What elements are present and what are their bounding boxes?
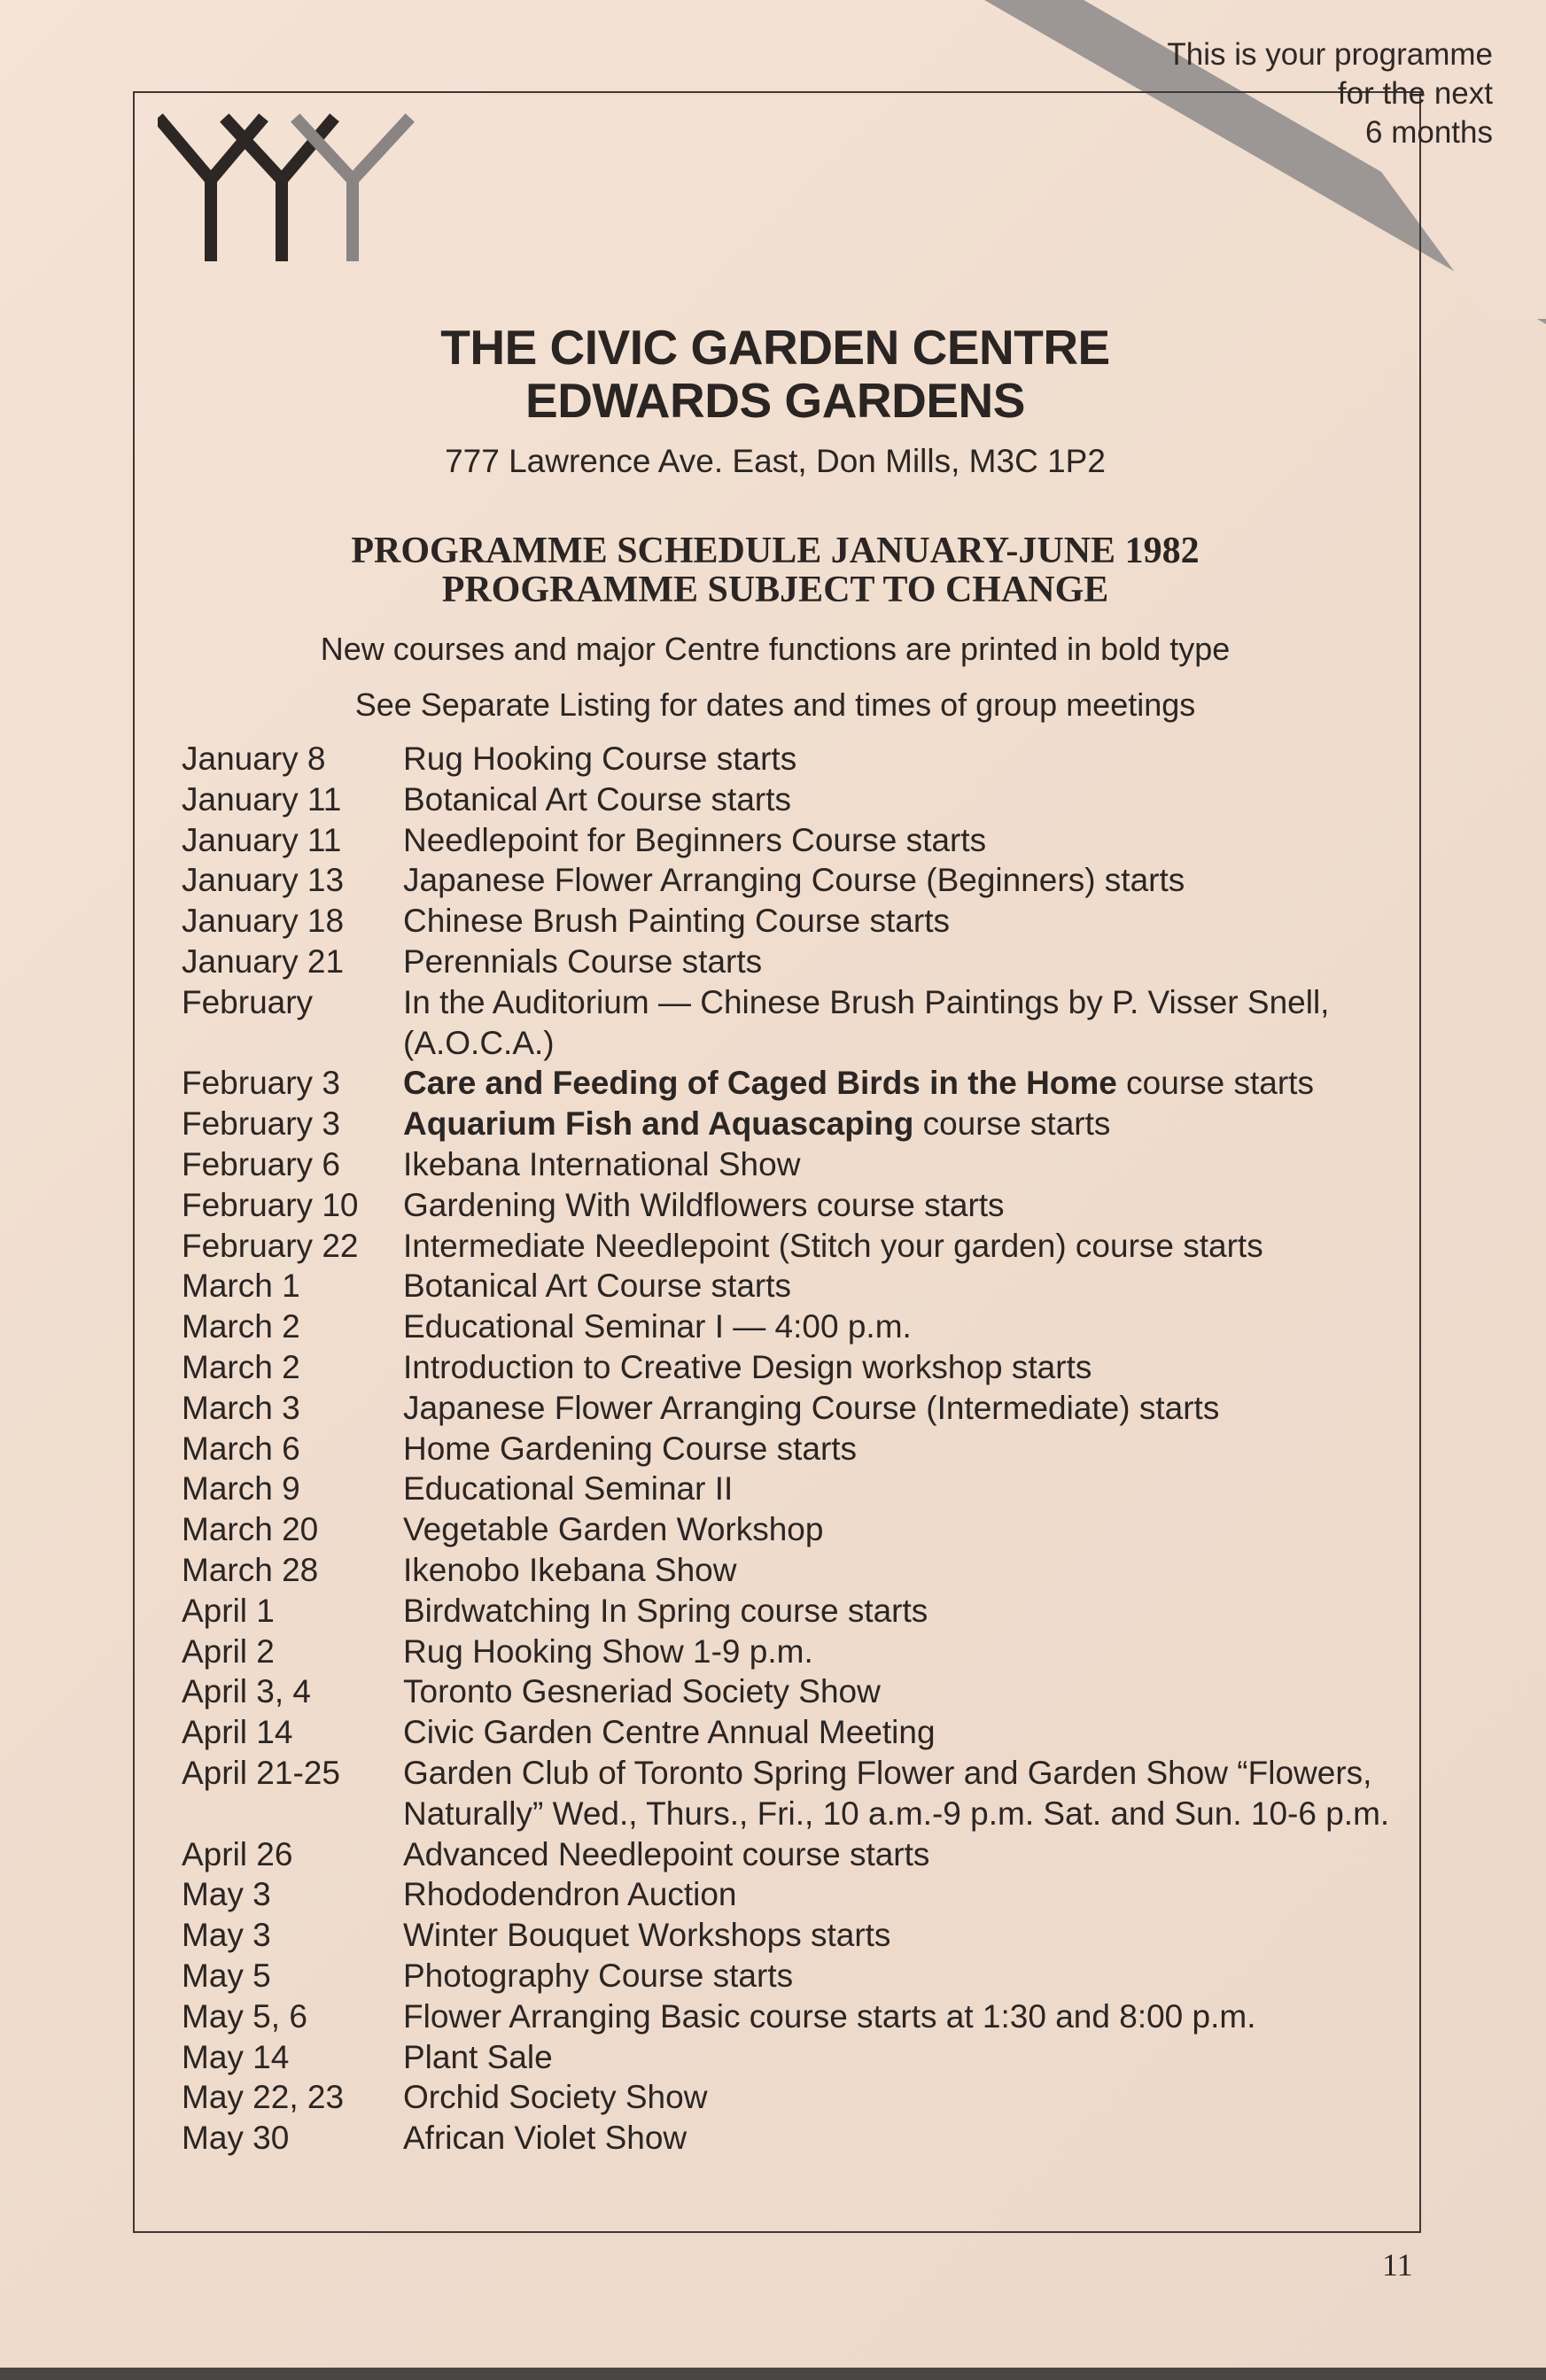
schedule-event: Intermediate Needlepoint (Stitch your garden) course starts [403, 1227, 1263, 1264]
corner-note [961, 35, 1493, 152]
schedule-row [182, 1956, 1404, 1996]
schedule-row [182, 942, 1404, 982]
schedule-event: Plant Sale [403, 2038, 553, 2075]
schedule-date: February [182, 983, 314, 1020]
schedule-row [182, 1429, 1404, 1469]
schedule-event: Perennials Course starts [403, 942, 763, 980]
schedule-event-text: course starts [913, 1105, 1111, 1143]
schedule-date: January 11 [182, 780, 342, 818]
schedule-date: March 9 [182, 1470, 300, 1508]
schedule-date: March 2 [182, 1308, 300, 1345]
schedule-row [182, 820, 1404, 861]
schedule-row [182, 1063, 1404, 1104]
schedule-event: Winter Bouquet Workshops starts [403, 1917, 891, 1954]
schedule-list [182, 739, 1404, 2159]
schedule-date: January 18 [182, 903, 345, 940]
schedule-date: March 28 [182, 1551, 319, 1588]
bottom-edge [0, 2368, 1546, 2380]
page-number: 11 [1382, 2247, 1413, 2283]
schedule-date: March 20 [182, 1511, 319, 1548]
schedule-row [182, 1671, 1404, 1712]
schedule-event: Japanese Flower Arranging Course (Intermediate) starts [403, 1389, 1220, 1426]
schedule-row [182, 1834, 1404, 1875]
schedule-date: May 5, 6 [182, 1997, 307, 2035]
schedule-event: Vegetable Garden Workshop [403, 1511, 824, 1548]
schedule-row [182, 1996, 1404, 2037]
bold-type-note: New courses and major Centre functions are printed in bold type [320, 631, 1231, 667]
group-meetings-note: See Separate Listing for dates and times of group meetings [354, 686, 1196, 723]
schedule-row [182, 1632, 1404, 1672]
schedule-date: April 26 [182, 1835, 293, 1872]
schedule-date: May 14 [182, 2038, 290, 2075]
schedule-heading: PROGRAMME SCHEDULE JANUARY-JUNE 1982 [351, 531, 1200, 571]
schedule-event: Needlepoint for Beginners Course starts [403, 821, 987, 858]
schedule-date: March 2 [182, 1348, 300, 1385]
schedule-date: April 1 [182, 1592, 275, 1629]
schedule-event: Flower Arranging Basic course starts at 1:30 and 8:00 p.m. [403, 1997, 1256, 2035]
schedule-date: March 3 [182, 1389, 300, 1426]
schedule-event: Orchid Society Show [403, 2079, 708, 2116]
schedule-date: February 6 [182, 1145, 340, 1182]
schedule-event: Advanced Needlepoint course starts [403, 1835, 930, 1872]
schedule-event: Botanical Art Course starts [403, 1268, 792, 1305]
page-title: THE CIVIC GARDEN CENTRE [440, 320, 1110, 375]
schedule-date: January 11 [182, 821, 342, 858]
schedule-date: February 10 [182, 1186, 359, 1223]
schedule-row [182, 739, 1404, 779]
schedule-date: April 2 [182, 1632, 275, 1670]
schedule-row [182, 860, 1404, 901]
schedule-event: Ikebana International Show [403, 1145, 801, 1182]
schedule-event: Introduction to Creative Design workshop starts [403, 1348, 1092, 1385]
schedule-row [182, 1347, 1404, 1388]
schedule-row [182, 1306, 1404, 1347]
schedule-date: March 1 [182, 1268, 300, 1305]
schedule-date: May 5 [182, 1957, 271, 1994]
schedule-event: Rug Hooking Show 1-9 p.m. [403, 1632, 813, 1670]
schedule-row [182, 1144, 1404, 1185]
schedule-event: Botanical Art Course starts [403, 780, 792, 818]
schedule-row [182, 1185, 1404, 1226]
schedule-event: Rhododendron Auction [403, 1876, 737, 1913]
new-course-title: Care and Feeding of Caged Birds in the Home [403, 1065, 1117, 1102]
schedule-row [182, 2077, 1404, 2118]
schedule-date: May 30 [182, 2120, 290, 2157]
schedule-row [182, 2118, 1404, 2159]
schedule-event: African Violet Show [403, 2120, 688, 2157]
corner-note-line: 6 months [1365, 115, 1493, 150]
schedule-event: Birdwatching In Spring course starts [403, 1592, 928, 1629]
schedule-event [403, 1104, 1404, 1144]
schedule-row [182, 1915, 1404, 1956]
schedule-date: January 8 [182, 740, 326, 777]
address: 777 Lawrence Ave. East, Don Mills, M3C 1P2 [445, 443, 1106, 479]
new-course-title: Aquarium Fish and Aquascaping [403, 1105, 914, 1143]
schedule-date: May 3 [182, 1917, 271, 1954]
schedule-row [182, 1753, 1404, 1834]
schedule-row [182, 779, 1404, 820]
schedule-row [182, 1874, 1404, 1915]
schedule-event: Home Gardening Course starts [403, 1430, 858, 1467]
schedule-row [182, 1226, 1404, 1267]
schedule-date: April 21-25 [182, 1754, 340, 1791]
schedule-row [182, 1591, 1404, 1632]
schedule-event: Japanese Flower Arranging Course (Beginners) starts [403, 862, 1185, 899]
schedule-row [182, 982, 1404, 1064]
schedule-date: February 3 [182, 1065, 340, 1102]
schedule-date: January 21 [182, 942, 345, 980]
schedule-date: February 22 [182, 1227, 359, 1264]
schedule-date: April 14 [182, 1714, 293, 1751]
schedule-date: April 3, 4 [182, 1673, 312, 1710]
schedule-event: Toronto Gesneriad Society Show [403, 1673, 881, 1710]
schedule-row [182, 1509, 1404, 1550]
schedule-event: Ikenobo Ikebana Show [403, 1551, 737, 1588]
centre-logo-icon [158, 105, 459, 264]
schedule-event-text: course starts [1116, 1065, 1314, 1102]
page-subtitle: EDWARDS GARDENS [525, 373, 1025, 428]
schedule-row [182, 1104, 1404, 1144]
schedule-event: Chinese Brush Painting Course starts [403, 903, 950, 940]
schedule-event: Photography Course starts [403, 1957, 794, 1994]
schedule-row [182, 2037, 1404, 2078]
schedule-event: Gardening With Wildflowers course starts [403, 1186, 1005, 1223]
schedule-row [182, 1469, 1404, 1509]
schedule-subheading: PROGRAMME SUBJECT TO CHANGE [441, 570, 1109, 610]
schedule-row [182, 901, 1404, 942]
schedule-event: Educational Seminar I — 4:00 p.m. [403, 1308, 912, 1345]
schedule-date: May 22, 23 [182, 2079, 345, 2116]
schedule-row [182, 1550, 1404, 1591]
schedule-row [182, 1712, 1404, 1753]
schedule-event [403, 1063, 1404, 1104]
corner-note-line: This is your programme [1167, 37, 1493, 72]
schedule-date: January 13 [182, 862, 345, 899]
schedule-row [182, 1266, 1404, 1306]
schedule-date: February 3 [182, 1105, 340, 1143]
schedule-event: In the Auditorium — Chinese Brush Paintings by P. Visser Snell, (A.O.C.A.) [403, 983, 1330, 1061]
schedule-event: Rug Hooking Course starts [403, 740, 797, 777]
schedule-event: Garden Club of Toronto Spring Flower and Garden Show “Flowers, Naturally” Wed., Thurs., Fri., 10 a.m.-9 p.m. Sat. and Sun. 10-6 p.m. [403, 1754, 1390, 1832]
schedule-date: March 6 [182, 1430, 300, 1467]
schedule-event: Civic Garden Centre Annual Meeting [403, 1714, 936, 1751]
corner-note-line: for the next [1337, 76, 1493, 111]
schedule-row [182, 1388, 1404, 1429]
schedule-date: May 3 [182, 1876, 271, 1913]
schedule-event: Educational Seminar II [403, 1470, 734, 1508]
